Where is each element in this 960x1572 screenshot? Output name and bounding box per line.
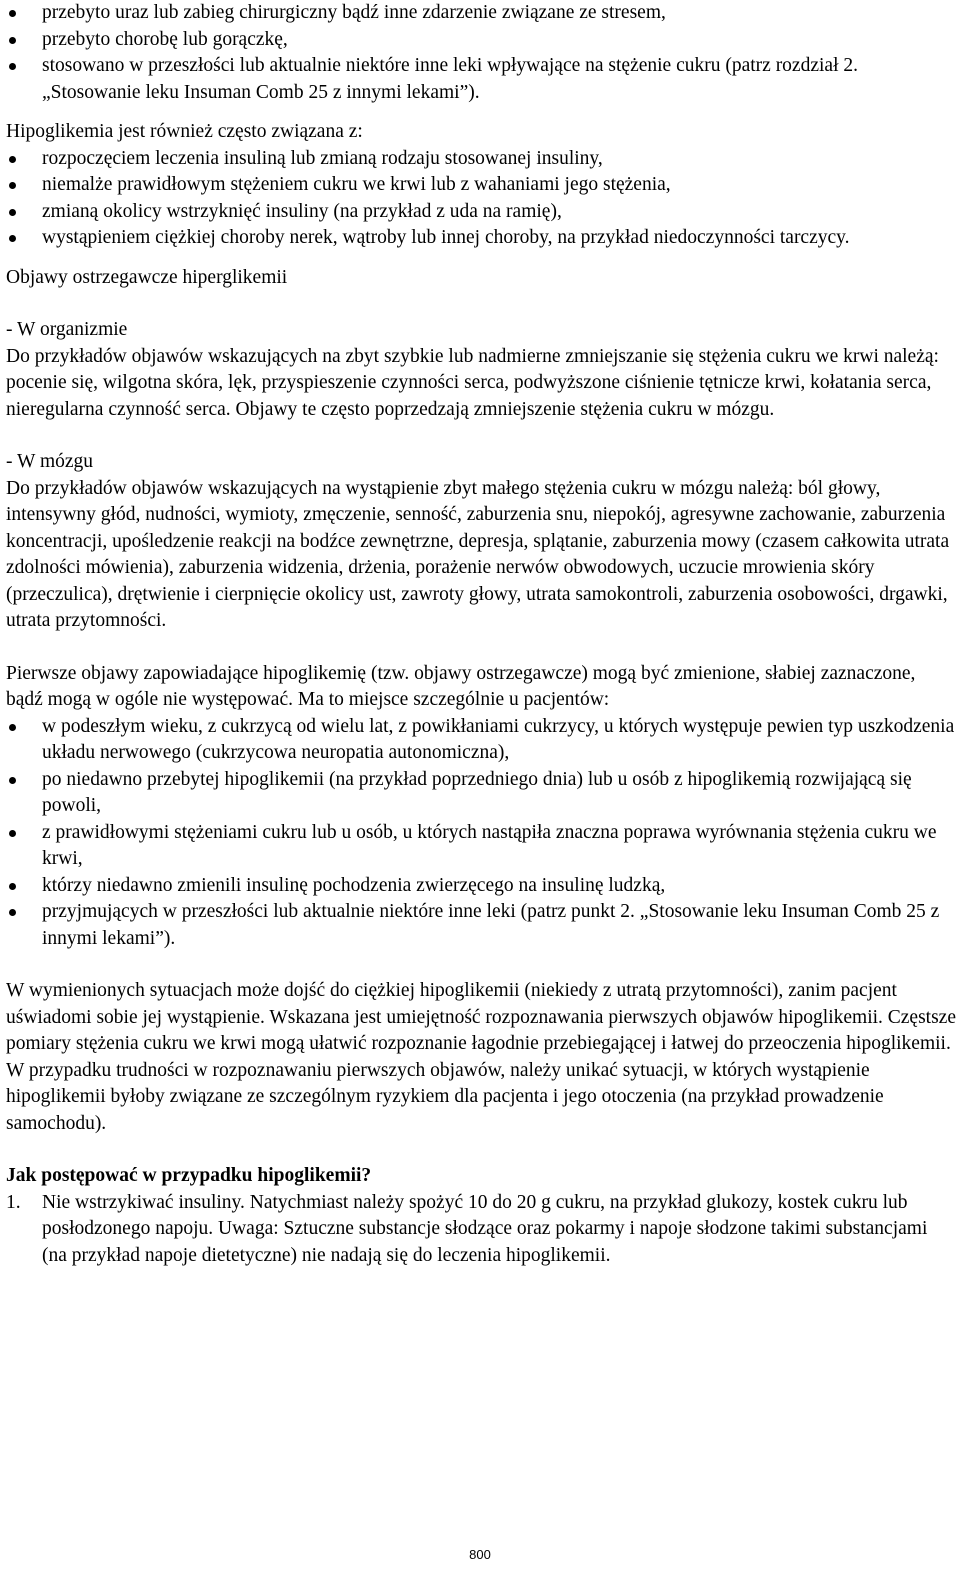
brain-section-label: - W mózgu <box>6 451 94 472</box>
list-item: niemalże prawidłowym stężeniem cukru we krwi lub z wahaniami jego stężenia, <box>6 172 956 199</box>
step-number: 1. <box>6 1191 21 1213</box>
list-item: przyjmujących w przeszłości lub aktualnie niektóre inne leki (patrz punkt 2. „Stosowanie leku Insuman Comb 25 z innymi lekami”). <box>6 899 956 952</box>
list-item: rozpoczęciem leczenia insuliną lub zmianą rodzaju stosowanej insuliny, <box>6 146 956 173</box>
list-item: stosowano w przeszłości lub aktualnie niektóre inne leki wpływające na stężenie cukru (patrz rozdział 2. „Stosowanie leku Insuman Comb 25 z innymi lekami”). <box>6 53 956 106</box>
hypo-association-heading: Hipoglikemia jest również często związana z: <box>6 121 363 142</box>
list-item: wystąpieniem ciężkiej choroby nerek, wątroby lub innej choroby, na przykład niedoczynności tarczycy. <box>6 225 956 252</box>
first-signs-intro: Pierwsze objawy zapowiadające hipoglikemię (tzw. objawy ostrzegawcze) mogą być zmienione, słabiej zaznaczone, bądź mogą w ogóle nie występować. Ma to miejsce szczególnie u pacjentów: <box>6 662 916 710</box>
list-item: po niedawno przebytej hipoglikemii (na przykład poprzedniego dnia) lub u osób z hipoglikemią rozwijającą się powoli, <box>6 767 956 820</box>
hypo-association-list <box>6 146 956 252</box>
list-item: przebyto uraz lub zabieg chirurgiczny bądź inne zdarzenie związane ze stresem, <box>6 0 956 27</box>
document-page <box>6 0 956 1269</box>
list-item: z prawidłowymi stężeniami cukru lub u osób, u których nastąpiła znaczna poprawa wyrównania stężenia cukru we krwi, <box>6 820 956 873</box>
what-to-do-steps <box>6 1190 956 1270</box>
warning-signs-heading: Objawy ostrzegawcze hiperglikemii <box>6 266 288 288</box>
step-text: Nie wstrzykiwać insuliny. Natychmiast należy spożyć 10 do 20 g cukru, na przykład glukozy, kostek cukru lub posłodzonego napoju. Uwaga: Sztuczne substancje słodzące oraz pokarmy i napoje słodzone takimi substancjami (na przykład napoje dietetyczne) nie nadają się do leczenia hipoglikemii. <box>42 1191 928 1266</box>
stress-factors-list <box>6 0 956 106</box>
brain-section-text: Do przykładów objawów wskazujących na wystąpienie zbyt małego stężenia cukru w mózgu należą: ból głowy, intensywny głód, nudności, wymioty, zmęczenie, senność, zaburzenia snu, niepokój, agresywne zachowanie, zaburzenia koncentracji, upośledzenie reakcji na bodźce zewnętrzne, depresja, splątanie, zaburzenia mowy (czasem całkowita utrata zdolności mówienia), zaburzenia widzenia, drżenia, porażenie nerwów obwodowych, uczucie mrowienia skóry (przeczulica), drętwienie i cierpnięcie okolicy ust, zawroty głowy, utrata samokontroli, zaburzenia osobowości, drgawki, utrata przytomności. <box>6 477 950 631</box>
list-item: przebyto chorobę lub gorączkę, <box>6 27 956 54</box>
list-item: zmianą okolicy wstrzyknięć insuliny (na przykład z uda na ramię), <box>6 199 956 226</box>
first-signs-list <box>6 714 956 953</box>
severe-hypoglycemia-paragraph: W wymienionych sytuacjach może dojść do ciężkiej hipoglikemii (niekiedy z utratą przytomności), zanim pacjent uświadomi sobie jej wystąpienie. Wskazana jest umiejętność rozpoznawania pierwszych objawów hipoglikemii. Częstsze pomiary stężenia cukru we krwi mogą ułatwić rozpoznanie łagodnie przebiegającej i łatwej do przeoczenia hipoglikemii. W przypadku trudności w rozpoznawaniu pierwszych objawów, należy unikać sytuacji, w których wystąpienie hipoglikemii byłoby związane ze szczególnym ryzykiem dla pacjenta i jego otoczenia (na przykład prowadzenie samochodu). <box>6 980 956 1134</box>
body-section-text: Do przykładów objawów wskazujących na zbyt szybkie lub nadmierne zmniejszanie się stężenia cukru we krwi należą: pocenie się, wilgotna skóra, lęk, przyspieszenie czynności serca, podwyższone ciśnienie tętnicze krwi, kołatania serca, nieregularna czynność serca. Objawy te często poprzedzają zmniejszenie stężenia cukru w mózgu. <box>6 345 939 420</box>
list-item: którzy niedawno zmienili insulinę pochodzenia zwierzęcego na insulinę ludzką, <box>6 873 956 900</box>
step-item <box>6 1190 956 1270</box>
page-number: 800 <box>469 1547 491 1562</box>
list-item: w podeszłym wieku, z cukrzycą od wielu lat, z powikłaniami cukrzycy, u których występuje pewien typ uszkodzenia układu nerwowego (cukrzycowa neuropatia autonomiczna), <box>6 714 956 767</box>
body-section-label: - W organizmie <box>6 319 128 340</box>
what-to-do-heading: Jak postępować w przypadku hipoglikemii? <box>6 1165 372 1186</box>
